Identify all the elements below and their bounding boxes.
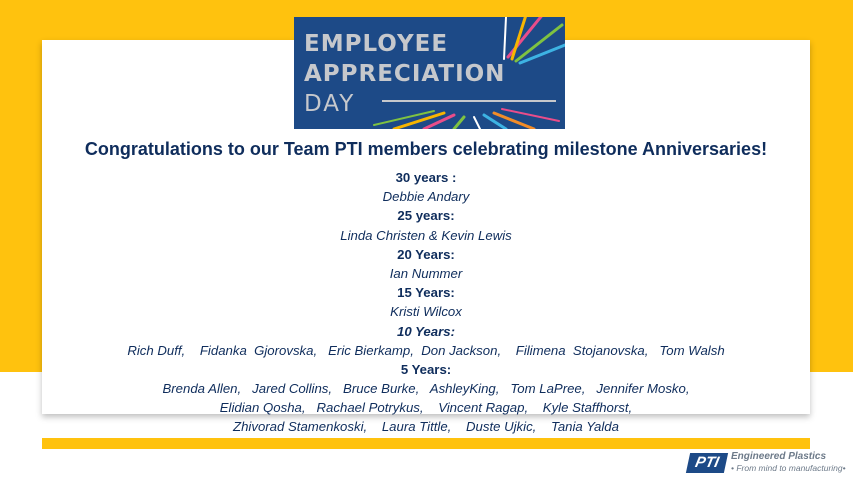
anniversary-list [42,168,810,437]
banner-title-line-1: EMPLOYEE [304,31,449,57]
pti-logo-mark: PTI [686,453,728,473]
milestone-10-names: Rich Duff, Fidanka Gjorovska, Eric Bierkamp, Don Jackson, Filimena Stojanovska, Tom Walsh [127,342,725,358]
pti-logo [688,451,846,475]
milestone-5-names-line-2: Elidian Qosha, Rachael Potrykus, Vincent Ragap, Kyle Staffhorst, [219,400,633,416]
milestone-5-names-line-1: Brenda Allen, Jared Collins, Bruce Burke, AshleyKing, Tom LaPree, Jennifer Mosko, [162,381,690,397]
pti-brand-text: Engineered Plastics [731,451,827,462]
milestone-20-names: Ian Nummer [389,265,463,281]
congratulations-headline: Congratulations to our Team PTI members celebrating milestone Anniversaries! [84,139,768,159]
milestone-30-label: 30 years : [395,170,457,185]
yellow-bottom-bar [42,438,810,449]
milestone-25-label: 25 years: [397,208,455,224]
milestone-15-label: 15 Years: [397,285,455,301]
milestone-25-names: Linda Christen & Kevin Lewis [340,227,512,243]
banner-title-line-2: APPRECIATION [304,61,506,87]
milestone-5-label: 5 Years: [400,361,452,377]
milestone-30-names: Debbie Andary [382,189,470,205]
milestone-5-names-line-3: Zhivorad Stamenkoski, Laura Tittle, Duste Ujkic, Tania Yalda [233,419,619,435]
milestone-20-label: 20 Years: [397,246,455,262]
banner-title-line-3: DAY [304,91,356,117]
milestone-10-label: 10 Years: [397,323,455,339]
milestone-15-names: Kristi Wilcox [390,304,462,320]
pti-tagline: • From mind to manufacturing• [731,463,846,473]
employee-appreciation-banner [294,17,565,129]
